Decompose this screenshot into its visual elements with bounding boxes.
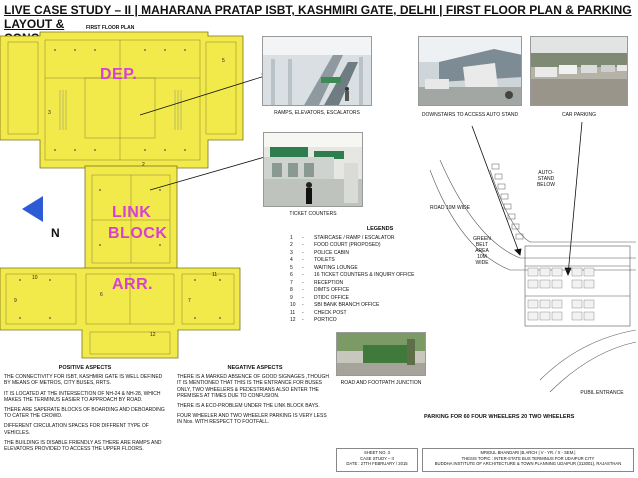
plan-number: 5 [222,58,225,64]
plan-number: 7 [188,298,191,304]
negative-para: THERE IS A MARKED ABSENCE OF GOOD SIGNAGES ,THOUGH IT IS MENTIONED THAT THIS IS THE ENTRANCE FOR BUSES ONLY, TWO WHEELERS & PEDESTRIANS ALSO ENTER THE PREMISES AT TIMES DUE TO CONFUSION. [177,374,329,399]
zone-arrival-label: ARR. [112,276,154,293]
plan-number: 10 [32,275,38,281]
legend-item: 4 - TOILETS [290,257,335,263]
plan-number: 9 [14,298,17,304]
plan-number: 11 [212,272,218,278]
zone-block-label: BLOCK [108,225,168,242]
plan-number: 6 [100,292,103,298]
sheet-date: DATE : 27TH FEBRUARY / 2015 [346,461,408,466]
legend-item: 9 - DTIDC OFFICE [290,294,349,301]
negative-para: FOUR WHEELER AND TWO WHEELER PARKING IS VERY LESS IN Nos. WITH RESPECT TO FOOTFALL. [177,413,327,426]
case-study-label: CASE STUDY – II [360,455,394,461]
positive-para: THE BUILDING IS DISABLE FRIENDLY AS THERE ARE RAMPS AND ELEVATORS PROVIDED TO ACCESS THE UPPER FLOORS. [4,439,162,453]
institute-name: BUDDHA INSTITUTE OF ARCHITECTURE & TOWN PLANNING UDAIPUR (313001), RAJASTHAN [434,461,622,466]
positive-para: DIFFERENT CIRCULATION SPACES FOR DIFFRENT TYPE OF VEHICLES. [4,423,149,436]
legend-item: 1 - STAIRCASE / RAMP / ESCALATOR [290,234,395,241]
legend-heading: LEGENDS [366,226,394,232]
photo-ticket-counters [263,132,363,207]
negative-para: THERE IS A ECO-PROBLEM UNDER THE LINK BLOCK BAYS. [177,403,320,410]
legend-item: 3 - POLICE CABIN [290,249,350,256]
caption-ramps: RAMPS, ELEVATORS, ESCALATORS [274,110,360,116]
student-info-box [422,448,634,472]
plan-number: 3 [48,110,51,116]
photo-downstairs-auto-stand [418,36,522,106]
green-belt-label: GREEN BELT AREA 10M WIDE [473,236,491,266]
negative-heading: NEGATIVE ASPECTS [227,365,283,371]
parking-caption: PARKING FOR 60 FOUR WHEELERS 20 TWO WHEELERS [424,414,575,420]
plan-number: 12 [150,332,156,338]
parking-layout-drawing [400,130,636,420]
entrance-label: PUBIL ENTRANCE [580,390,624,396]
caption-ticket-counters: TICKET COUNTERS [289,211,337,217]
caption-road-junction: ROAD AND FOOTPATH JUNCTION [340,380,422,386]
legend-item: 12 - PORTICO [290,317,337,323]
legend-item: 6 - 16 TICKET COUNTERS & INQUIRY OFFICE [290,272,415,278]
legend-item: 5 - WAITING LOUNGE [290,264,358,271]
road-label: ROAD 10M WIDE [430,205,471,211]
legend-item: 2 - FOOD COURT (PROPOSED) [290,242,381,248]
sheet-number: SHEET NO. 3 [364,450,390,455]
positive-para: IT IS LOCATED AT THE INTERSECTION OF NH-24 & NH-28, WHICH MAKES THE TERMINUS EASIER TO APPROACH BY ROAD. [4,390,161,403]
student-name: MRIDUL BHANDARI |B.ARCH | V - YR. / X - SEM.| [480,450,576,455]
caption-car-parking: CAR PARKING [561,112,597,118]
positive-aspects [4,365,166,456]
legend-item: 11 - CHECK POST [290,309,347,316]
legend-item: 7 - RECEPTION [290,279,344,286]
positive-para: THE CONNECTIVITY FOR ISBT, KASHMIRI GATE IS WELL DEFINED BY MEANS OF METROS, CITY BUSES, RRTS. [4,374,163,387]
thesis-topic: THESIS TOPIC : INTER-STATE BUS TERMINUS FOR UDAIPUR CITY [461,455,595,461]
zone-link-label: LINK [112,204,152,221]
title-line-1: LIVE CASE STUDY – II | MAHARANA PRATAP ISBT, KASHMIRI GATE, DELHI | FIRST FLOOR PLAN & PARKING LAYOUT & [4,3,632,31]
first-floor-label: FIRST FLOOR PLAN [86,25,135,31]
north-label: N [51,226,60,240]
auto-stand-label: AUTO-STAND BELOW [536,170,556,188]
positive-heading: POSITIVE ASPECTS [58,365,112,371]
legend-item: 8 - DIMTS OFFICE [290,287,350,293]
plan-number: 2 [142,162,145,168]
sheet-info-box [336,448,418,472]
negative-aspects [177,365,333,430]
legend-item: 10 - SBI BANK BRANCH OFFICE [290,302,380,308]
photo-road-junction [336,332,426,376]
photo-ramps-escalators [262,36,372,106]
photo-car-parking [530,36,628,106]
caption-downstairs: DOWNSTAIRS TO ACCESS AUTO STAND [421,112,519,118]
zone-departure-label: DEP. [100,66,138,83]
positive-para: THERE ARE SAPERATE BLOCKS OF BOARDING AND DEBOARDING TO CATER THE CROWD. [4,407,165,420]
